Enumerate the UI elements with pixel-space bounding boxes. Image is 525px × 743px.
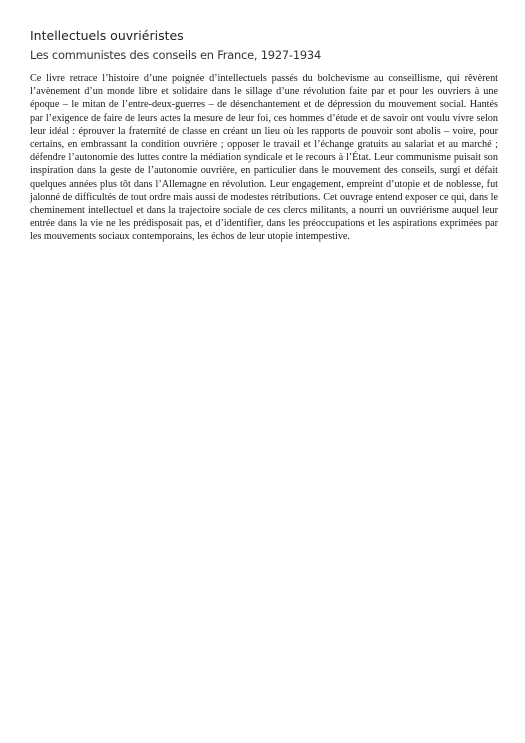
abstract-paragraph: Ce livre retrace l’histoire d’une poignée d’intellectuels passés du bolchevisme au conseillisme, qui rêvèrent l’avènement d’un monde libre et solidaire dans le sillage d’une révolution faite par et pour les ouvriers à une époque – le mitan de l’entre-deux-guerres – de désenchantement et de dépression du mouvement social. Hantés par l’exigence de faire de leurs actes la mesure de leur foi, ces hommes d’étude et de savoir ont voulu vivre selon leur idéal : éprouver la fraternité de classe en créant un lieu où les rapports de pouvoir sont abolis – voire, pour certains, en embrassant la condition ouvrière ; opposer le travail et l’échange gratuits au salariat et au marché ; défendre l’autonomie des luttes contre la médiation syndicale et le recours à l’État. Leur communisme puisait son inspiration dans la geste de l’autonomie ouvrière, en particulier dans le mouvement des conseils, surgi et défait quelques années plus tôt dans l’Allemagne en révolution. Leur engagement, empreint d’utopie et de noblesse, fut jalonné de difficultés de tout ordre mais aussi de modestes rétributions. Cet ouvrage entend exposer ce qui, dans le cheminement intellectuel et dans la trajectoire sociale de ces clercs militants, a nourri un ouvriérisme auquel leur entrée dans la vie ne les prédisposait pas, et d’identifier, dans les préoccupations et les aspirations exprimées par les mouvements sociaux contemporains, les échos de leur utopie intempestive. [30,73,498,243]
document-title: Intellectuels ouvriéristes [30,28,184,43]
document-subtitle: Les communistes des conseils en France, 1927-1934 [30,48,322,62]
